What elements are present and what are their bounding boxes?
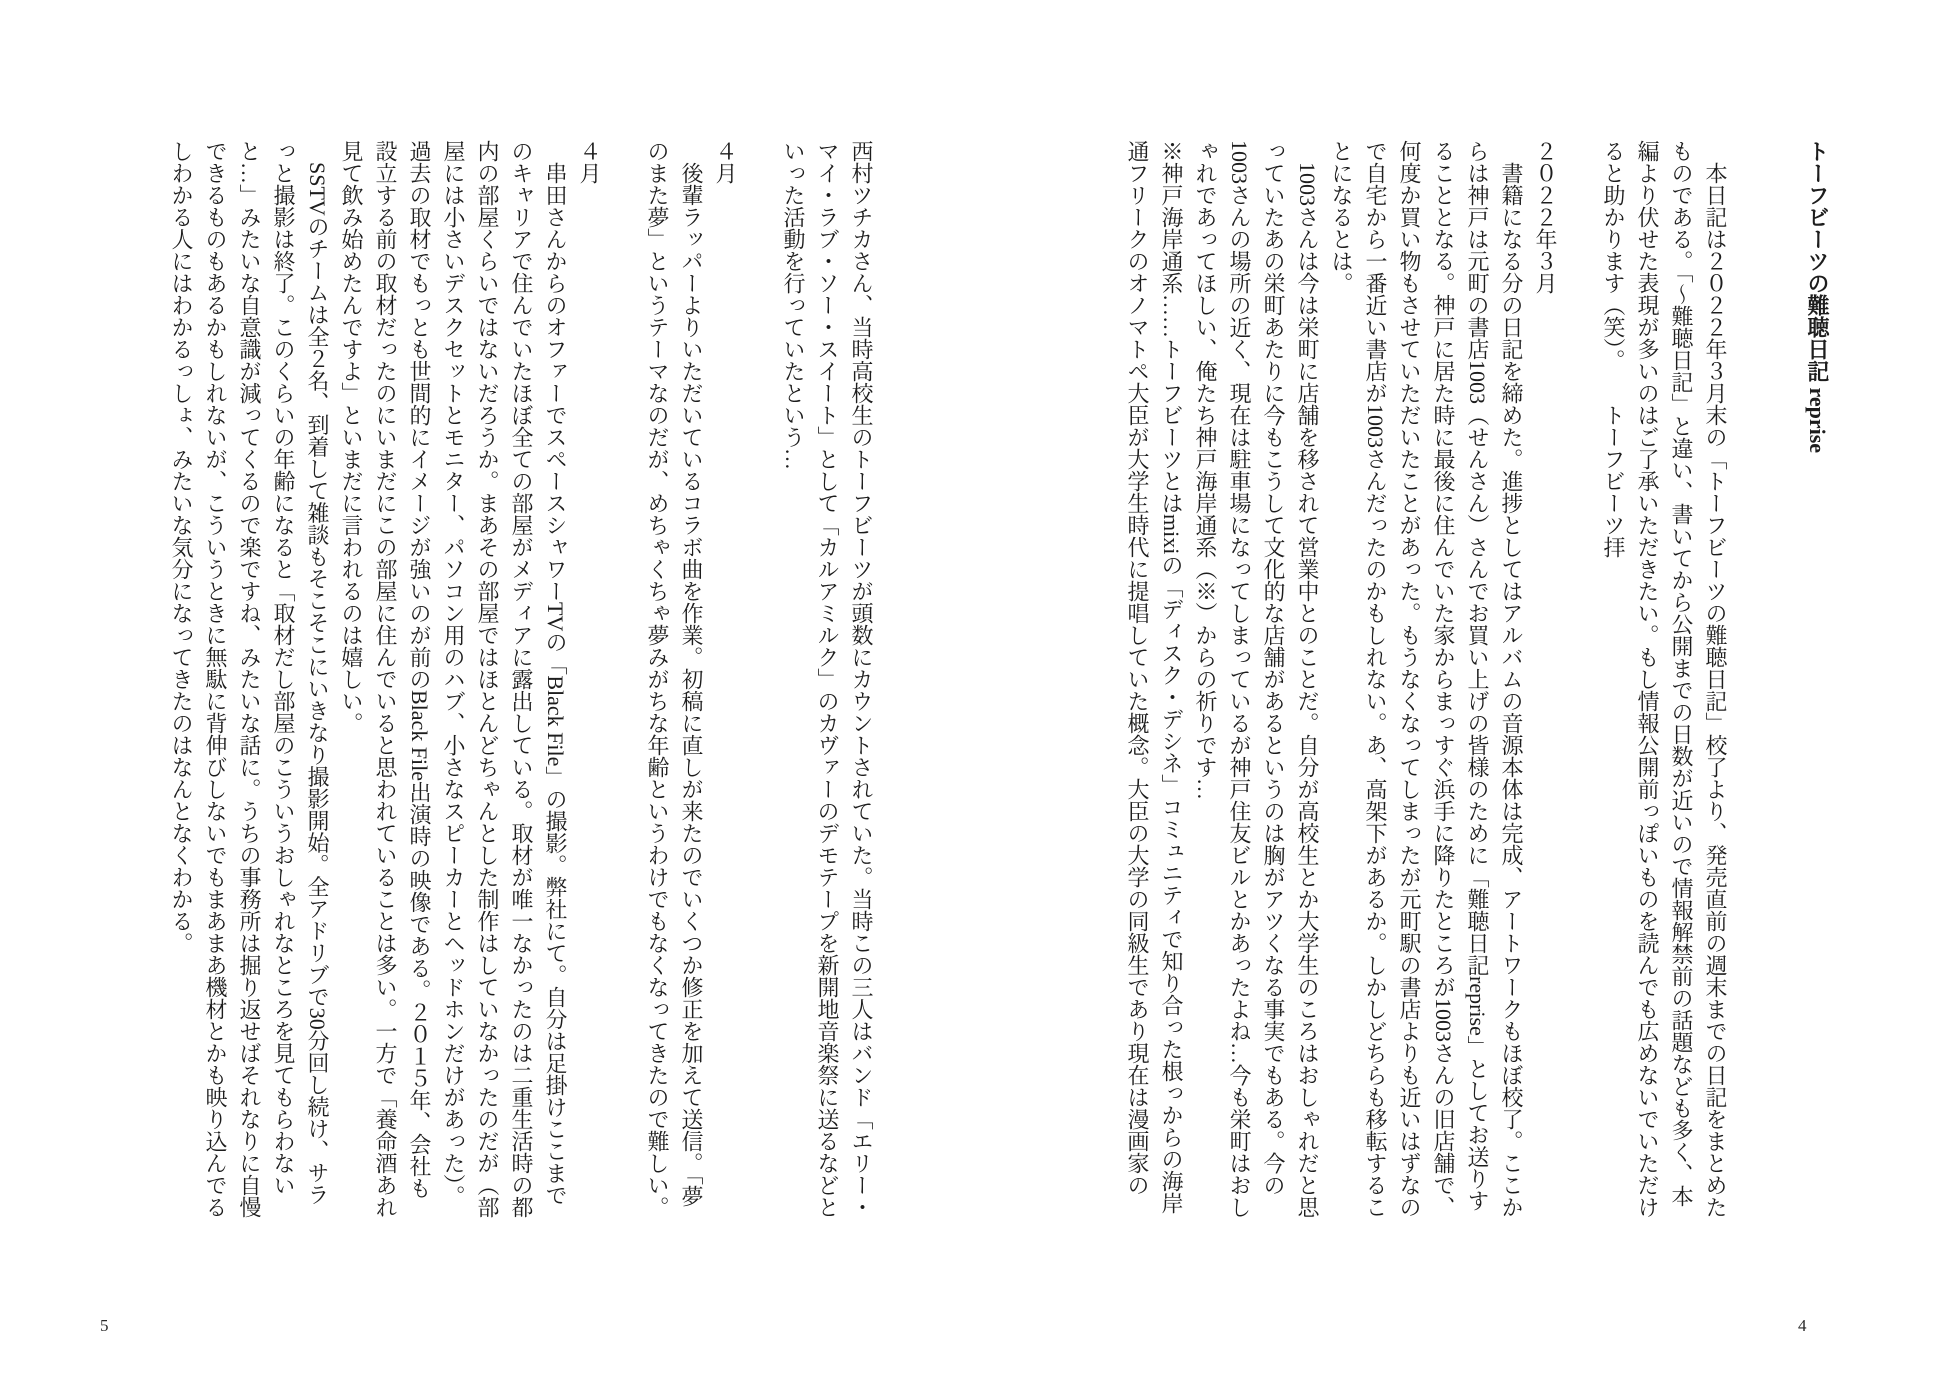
page-number-5: 5 (100, 1316, 109, 1335)
page-5-text-column-area (120, 140, 878, 1220)
diary-paragraph: 本日記は２０２２年３月末の「トーフビーツの難聴日記」校了より、発売直前の週末までの日記をまとめたものである。「〜難聴日記」と違い、書いてから公開までの日数が近いので情報解禁前の話題なども多く、本編より伏せた表現が多いのはご了承いただきたい。もし情報公開前っぽいものを読んでも広めないでいただけると助かります（笑）。 トーフビーツ拝 (1601, 140, 1728, 1218)
diary-paragraph: SSTVのチームは全２名、到着して雑談もそこそこにいきなり撮影開始。全アドリブで30分回し続け、サラっと撮影は終了。このくらいの年齢になると「取材だし部屋のこういうおしゃれなところを見てもらわないと…」みたいな自意識が減ってくるので楽ですね、みたいな話に。うちの事務所は掘り返せばそれなりに自慢できるものもあるかもしれないが、こういうときに無駄に背伸びしないでもまあまあ機材とかも映り込んでるしわかる人にはわかるっしょ、みたいな気分になってきたのはなんとなくわかる。 (169, 140, 330, 1218)
date-heading: ４月 (577, 140, 602, 184)
diary-paragraph: ※神戸海岸通系……トーフビーツとはmixiの「ディスク・デシネ」コミュニティで知り合った根っからの海岸通フリークのオノマトペ大臣が大学生時代に提唱していた概念。大臣の大学の同級生であり現在は漫画家の (1125, 140, 1184, 1215)
diary-paragraph: 西村ツチカさん、当時高校生のトーフビーツが頭数にカウントされていた。当時この三人はバンド「エリー・マイ・ラブ・ソー・スイート」として「カルアミルク」のカヴァーのデモテープを新開地音楽祭に送るなどといった活動を行っていたという… (781, 140, 874, 1218)
diary-paragraph: 串田さんからのオファーでスペースシャワーTVの「Black File」の撮影。弊社にて。自分は足掛けここまでのキャリアで住んでいたほぼ全ての部屋がメディアに露出している。取材が唯一なかったのは二重生活時の都内の部屋くらいではないだろうか。まあその部屋ではほとんどちゃんとした制作はしていなかったのだが（部屋には小さいデスクセットとモニター、パソコン用のハブ、小さなスピーカーとヘッドホンだけがあった）。過去の取材でもっとも世間的にイメージが強いのが前のBlack File出演時の映像である。２０１５年、会社も設立する前の取材だったのにいまだにこの部屋に住んでいると思われていることは多い。一方で「養命酒あれ見て飲み始めたんですよ」といまだに言われるのは嬉しい。 (339, 140, 568, 1218)
diary-paragraph: 後輩ラッパーよりいただいているコラボ曲を作業。初稿に直しが来たのでいくつか修正を加えて送信。「夢のまた夢」というテーマなのだが、めちゃくちゃ夢みがちな年齢というわけでもなくなってきたので難しい。 (645, 140, 704, 1218)
diary-paragraph: 書籍になる分の日記を締めた。進捗としてはアルバムの音源本体は完成、アートワークもほぼ校了。ここからは神戸は元町の書店1003（せんさん）さんでお買い上げの皆様のために「難聴日記reprise」としてお送りすることとなる。神戸に居た時に最後に住んでいた家からまっすぐ浜手に降りたところが1003さんの旧店舗で、何度か買い物もさせていただいたことがあった。もうなくなってしまったが元町駅の書店よりも近いはずなので自宅から一番近い書店が1003さんだったのかもしれない。あ、高架下があるか。しかしどちらも移転することになるとは。 (1329, 140, 1524, 1218)
diary-title: トーフビーツの難聴日記 reprise (1805, 140, 1830, 454)
diary-paragraph: 1003さんは今は栄町に店舗を移されて営業中とのことだ。自分が高校生とか大学生のころはおしゃれだと思っていたあの栄町あたりに今もこうして文化的な店舗があるというのは胸がアツくなる事実でもある。今の1003さんの場所の近く、現在は駐車場になってしまっているが神戸住友ビルとかあったよね…今も栄町はおしゃれであってほしい、俺たち神戸海岸通系（※）からの祈りです… (1193, 140, 1320, 1218)
date-heading: ４月 (713, 140, 738, 184)
page-4 (973, 0, 1946, 1380)
page-4-text-column-area (1054, 140, 1834, 1220)
date-heading: ２０２２年３月 (1533, 140, 1558, 294)
page-number-4: 4 (1798, 1316, 1807, 1335)
